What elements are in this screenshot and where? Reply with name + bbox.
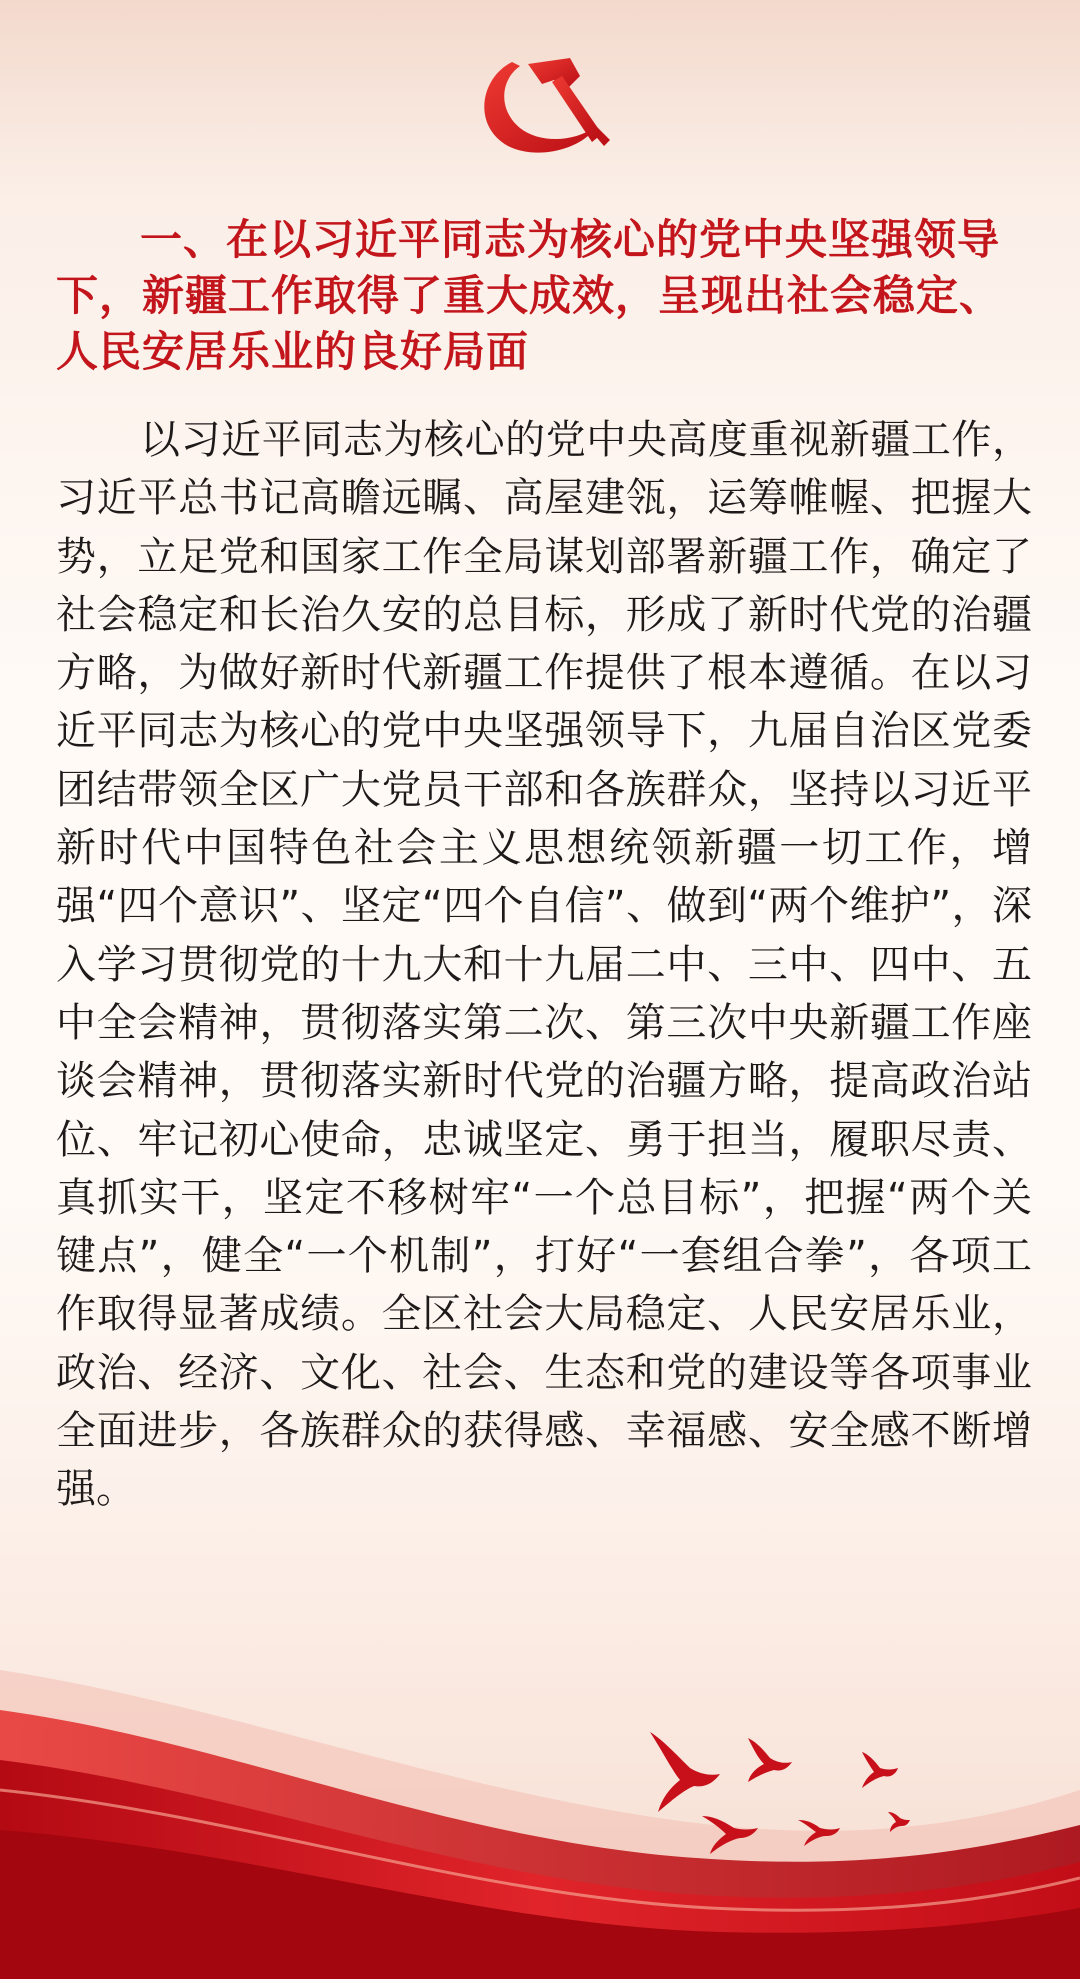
flying-doves-icon [650,1728,930,1858]
section-heading: 一、在以习近平同志为核心的党中央坚强领导下，新疆工作取得了重大成效，呈现出社会稳定、人民安居乐业的良好局面 [56,215,1003,376]
hammer-and-sickle-emblem [472,56,610,160]
body-paragraph: 以习近平同志为核心的党中央高度重视新疆工作，习近平总书记高瞻远瞩、高屋建瓴，运筹帷幄、把握大势，立足党和国家工作全局谋划部署新疆工作，确定了社会稳定和长治久安的总目标，形成了新时代党的治疆方略，为做好新时代新疆工作提供了根本遵循。在以习近平同志为核心的党中央坚强领导下，九届自治区党委团结带领全区广大党员干部和各族群众，坚持以习近平新时代中国特色社会主义思想统领新疆一切工作，增强“四个意识”、坚定“四个自信”、做到“两个维护”，深入学习贯彻党的十九大和十九届二中、三中、四中、五中全会精神，贯彻落实第二次、第三次中央新疆工作座谈会精神，贯彻落实新时代党的治疆方略，提高政治站位、牢记初心使命，忠诚坚定、勇于担当，履职尽责、真抓实干，坚定不移树牢“一个总目标”，把握“两个关键点”，健全“一个机制”，打好“一套组合拳”，各项工作取得显著成绩。全区社会大局稳定、人民安居乐业，政治、经济、文化、社会、生态和党的建设等各项事业全面进步，各族群众的获得感、幸福感、安全感不断增强。 [56,417,1032,1513]
